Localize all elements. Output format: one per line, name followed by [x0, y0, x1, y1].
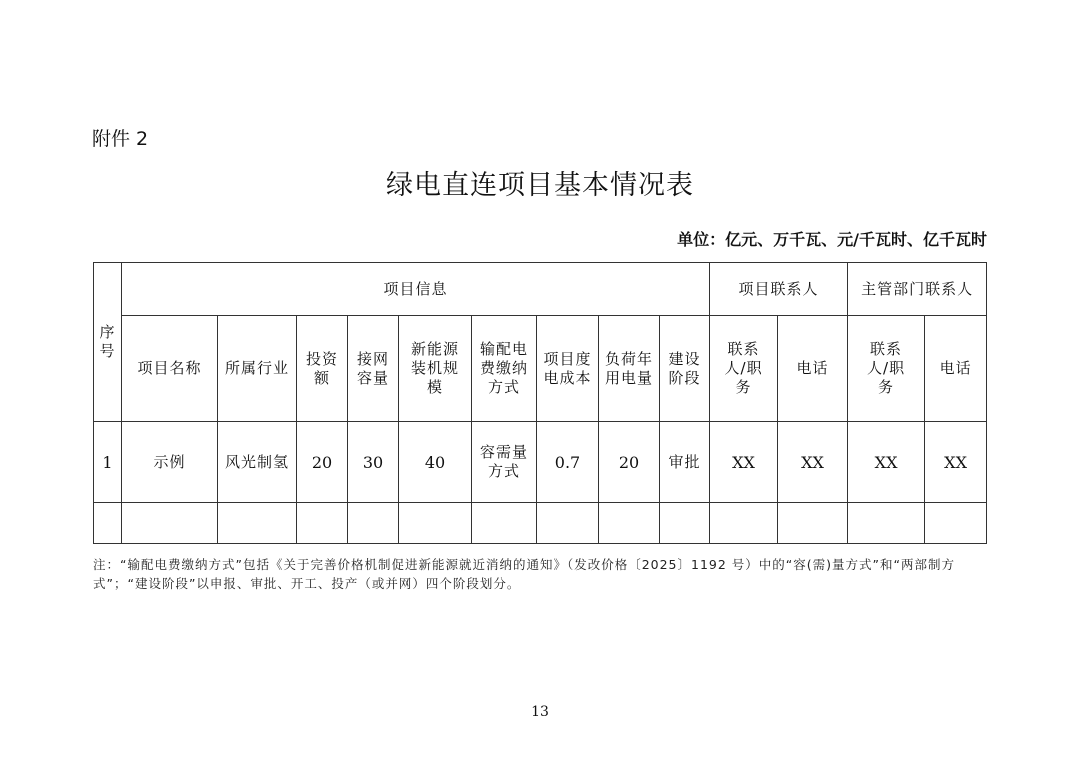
col-header-phone: 电话 — [778, 316, 848, 422]
col-header-unit-cost: 项目度电成本 — [537, 316, 599, 422]
unit-label: 单位：亿元、万千瓦、元/千瓦时、亿千瓦时 — [677, 230, 987, 249]
cell-phone: XX — [778, 422, 848, 503]
page-number: 13 — [531, 704, 549, 720]
cell-dept-phone: XX — [925, 422, 987, 503]
cell-grid-capacity: 30 — [348, 422, 399, 503]
cell-new-energy: 40 — [399, 422, 472, 503]
cell-investment: 20 — [297, 422, 348, 503]
group-dept-contact: 主管部门联系人 — [848, 263, 987, 316]
cell-contact-role: XX — [710, 422, 778, 503]
col-header-stage: 建设阶段 — [660, 316, 710, 422]
project-info-table — [93, 262, 987, 544]
column-header-row — [94, 316, 987, 422]
col-header-grid-capacity: 接网容量 — [348, 316, 399, 422]
cell-industry: 风光制氢 — [218, 422, 297, 503]
col-header-new-energy: 新能源装机规模 — [399, 316, 472, 422]
table-row-empty — [94, 503, 987, 544]
cell-unit-cost: 0.7 — [537, 422, 599, 503]
table-row — [94, 422, 987, 503]
seq-header: 序号 — [94, 263, 122, 422]
group-project-info: 项目信息 — [122, 263, 710, 316]
group-header-row — [94, 263, 987, 316]
cell-annual-load: 20 — [599, 422, 660, 503]
col-header-dept-contact-role: 联系人/职务 — [848, 316, 925, 422]
col-header-fee-method: 输配电费缴纳方式 — [472, 316, 537, 422]
col-header-annual-load: 负荷年用电量 — [599, 316, 660, 422]
cell-dept-contact-role: XX — [848, 422, 925, 503]
col-header-investment: 投资额 — [297, 316, 348, 422]
cell-stage: 审批 — [660, 422, 710, 503]
table-note: 注：“输配电费缴纳方式”包括《关于完善价格机制促进新能源就近消纳的通知》（发改价格〔2025〕1192 号）中的“容(需)量方式”和“两部制方式”；“建设阶段”以申报、审批、开工、投产（或并网）四个阶段划分。 — [93, 557, 955, 591]
cell-name: 示例 — [122, 422, 218, 503]
page-title: 绿电直连项目基本情况表 — [386, 170, 694, 201]
col-header-name: 项目名称 — [122, 316, 218, 422]
cell-fee-method: 容需量方式 — [472, 422, 537, 503]
attachment-label: 附件 2 — [92, 128, 149, 150]
group-project-contact: 项目联系人 — [710, 263, 848, 316]
col-header-dept-phone: 电话 — [925, 316, 987, 422]
col-header-industry: 所属行业 — [218, 316, 297, 422]
cell-seq: 1 — [94, 422, 122, 503]
col-header-contact-role: 联系人/职务 — [710, 316, 778, 422]
